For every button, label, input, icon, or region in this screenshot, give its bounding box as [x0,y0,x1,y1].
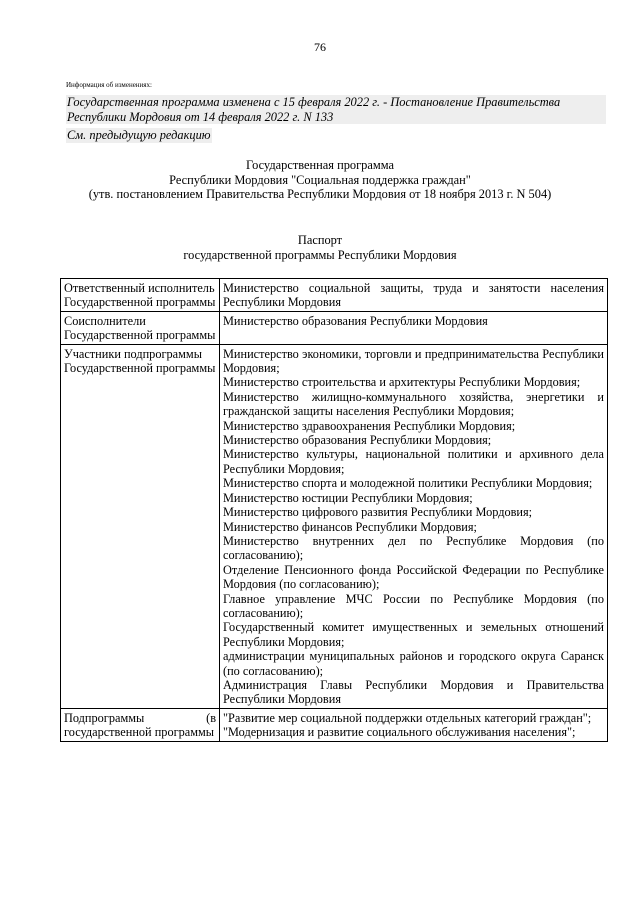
row-label-cell [61,279,220,312]
row-label-cell [61,311,220,344]
document-title [40,158,600,202]
row-value-cell [220,311,608,344]
change-info-note[interactable]: Государственная программа изменена с 15 февраля 2022 г. - Постановление Правительства Республики Мордовия от 14 февраля 2022 г. N 133 [66,95,606,124]
row-value-line: Министерство внутренних дел по Республике Мордовия (по согласованию); [223,533,604,563]
row-label: Ответственный исполнитель Государственной программы [64,281,216,310]
row-value-line: Министерство экономики, торговли и предпринимательства Республики Мордовия; [223,346,604,376]
row-value-line: Министерство цифрового развития Республики Мордовия; [223,505,533,520]
row-value-line: администрации муниципальных районов и городского округа Саранск (по согласованию); [223,649,604,678]
change-info-caption: Информация об изменениях: [66,81,152,89]
row-value-line: Министерство культуры, национальной политики и архивного дела Республики Мордовия; [223,447,604,476]
row-value-line: Государственный комитет имущественных и земельных отношений Республики Мордовия; [223,620,604,649]
row-label-tail: (в [206,710,216,725]
passport-heading-line-1: Паспорт [297,233,343,247]
document-title-line-1: Государственная программа [246,158,394,172]
row-value-line: Министерство здравоохранения Республики Мордовия; [223,418,516,433]
row-label: Подпрограммы государственной программы [64,710,215,740]
row-label: Соисполнители Государственной программы [64,313,216,343]
page-number: 76 [314,40,326,54]
previous-edition-link[interactable]: См. предыдущую редакцию [67,128,211,142]
row-value-cell [220,708,608,741]
row-value-line: Администрация Главы Республики Мордовия и Правительства Республики Мордовия [223,677,604,707]
row-value-line: Министерство финансов Республики Мордовия; [223,519,477,534]
row-value-cell [220,279,608,312]
document-title-line-3: (утв. постановлением Правительства Республики Мордовия от 18 ноября 2013 г. N 504) [88,187,552,201]
table-row [61,311,608,344]
row-value-line: "Модернизация и развитие социального обслуживания населения"; [223,725,576,740]
table-row [61,344,608,708]
passport-heading-line-2: государственной программы Республики Мордовия [183,247,457,262]
passport-table [60,278,608,742]
change-info-block [66,80,606,144]
table-row [61,279,608,312]
row-value-line: Отделение Пенсионного фонда Российской Федерации по Республике Мордовия (по согласованию); [223,562,604,592]
row-label: Участники подпрограммы Государственной программы [64,346,216,376]
row-value-line: Министерство спорта и молодежной политики Республики Мордовия; [223,476,593,491]
row-value-line: Главное управление МЧС России по Республике Мордовия (по согласованию); [223,591,604,620]
row-value-line: Министерство строительства и архитектуры Республики Мордовия; [223,375,581,390]
row-value-line: "Развитие мер социальной поддержки отдельных категорий граждан"; [223,710,592,725]
row-label-cell [61,344,220,708]
row-value-line: Министерство образования Республики Мордовия; [223,433,492,448]
row-value-line: Министерство социальной защиты, труда и занятости населения Республики Мордовия [223,281,604,310]
row-label-cell [61,708,220,741]
table-row [61,708,608,741]
row-value-line: Министерство образования Республики Мордовия [223,313,488,328]
row-value-line: Министерство жилищно-коммунального хозяйства, энергетики и гражданской защиты населения Республики Мордовия; [223,389,604,419]
row-value-cell [220,344,608,708]
passport-heading [40,233,600,262]
document-title-line-2: Республики Мордовия "Социальная поддержка граждан" [169,172,471,187]
row-value-line: Министерство юстиции Республики Мордовия; [223,490,473,505]
